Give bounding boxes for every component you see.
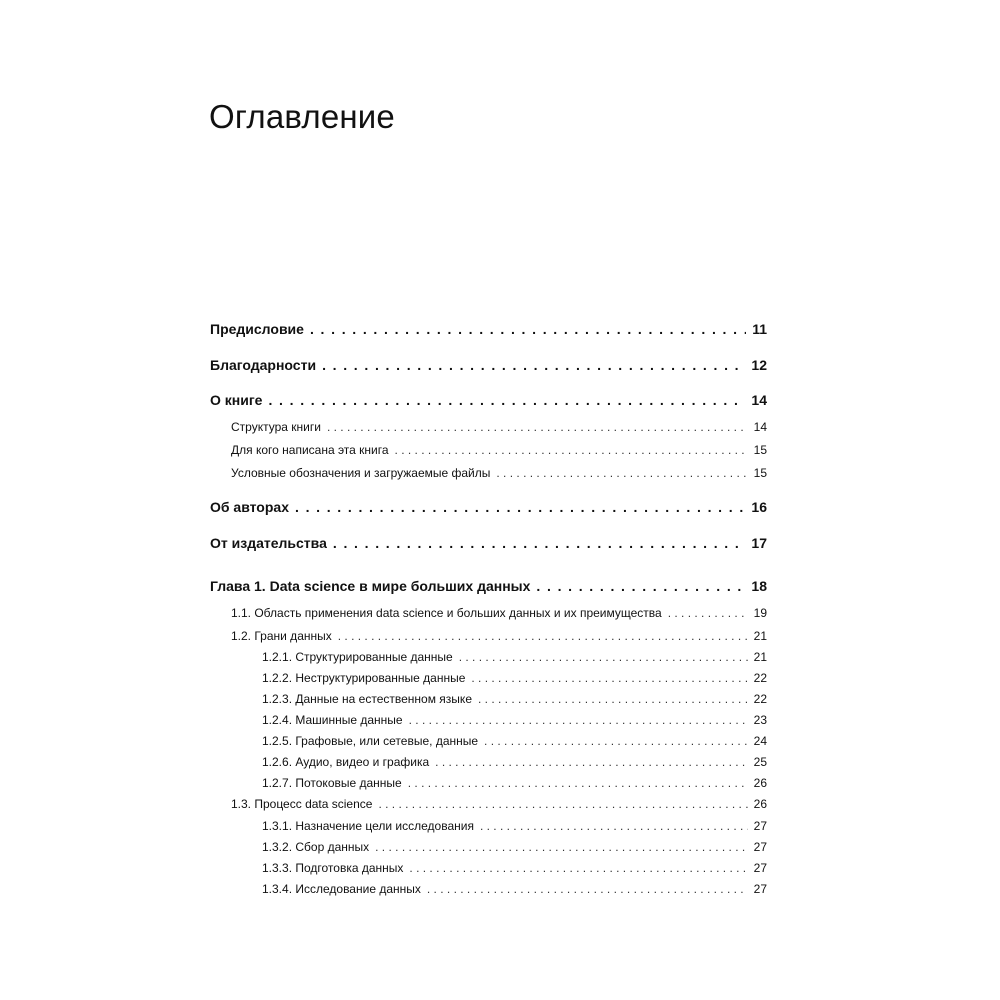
toc-leader-dots bbox=[409, 861, 747, 875]
toc-entry-title: Об авторах bbox=[210, 499, 289, 515]
toc-entry-title: 1.2.6. Аудио, видео и графика bbox=[262, 755, 430, 769]
toc-entry-ob-avtorah[interactable] bbox=[210, 499, 767, 515]
toc-leader-dots bbox=[395, 443, 748, 457]
toc-entry-1-2-4[interactable] bbox=[262, 713, 767, 727]
toc-entry-page: 17 bbox=[751, 535, 767, 551]
toc-entry-title: 1.3.1. Назначение цели исследования bbox=[262, 819, 474, 833]
toc-entry-struktura[interactable] bbox=[231, 420, 767, 434]
toc-entry-1-2-7[interactable] bbox=[262, 776, 767, 790]
toc-entry-page: 25 bbox=[753, 755, 767, 769]
toc-entry-page: 19 bbox=[753, 606, 767, 620]
toc-leader-dots bbox=[427, 882, 748, 896]
toc-entry-page: 21 bbox=[753, 650, 767, 664]
toc-entry-1-2-6[interactable] bbox=[262, 755, 767, 769]
toc-leader-dots bbox=[478, 692, 748, 706]
toc-leader-dots bbox=[375, 840, 748, 854]
toc-entry-title: От издательства bbox=[210, 535, 327, 551]
toc-entry-title: 1.3.3. Подготовка данных bbox=[262, 861, 404, 875]
toc-entry-page: 23 bbox=[753, 713, 767, 727]
toc-entry-title: 1.2.7. Потоковые данные bbox=[262, 776, 402, 790]
toc-leader-dots bbox=[435, 755, 747, 769]
toc-entry-page: 22 bbox=[753, 671, 767, 685]
toc-entry-page: 24 bbox=[753, 734, 767, 748]
toc-entry-title: 1.3. Процесс data science bbox=[231, 797, 373, 811]
toc-entry-title: 1.2.1. Структурированные данные bbox=[262, 650, 453, 664]
toc-leader-dots bbox=[408, 776, 748, 790]
toc-entry-1-2-2[interactable] bbox=[262, 671, 767, 685]
toc-entry-page: 27 bbox=[753, 882, 767, 896]
toc-leader-dots bbox=[496, 466, 747, 480]
toc-entry-blagodarnosti[interactable] bbox=[210, 357, 767, 373]
toc-entry-page: 22 bbox=[753, 692, 767, 706]
toc-leader-dots bbox=[536, 578, 745, 594]
toc-entry-title: Условные обозначения и загружаемые файлы bbox=[231, 466, 491, 480]
toc-entry-title: О книге bbox=[210, 392, 263, 408]
toc-entry-1-2-5[interactable] bbox=[262, 734, 767, 748]
toc-entry-o-knige[interactable] bbox=[210, 392, 767, 408]
toc-entry-1-3-4[interactable] bbox=[262, 882, 767, 896]
toc-entry-page: 14 bbox=[753, 420, 767, 434]
toc-entry-1-2-1[interactable] bbox=[262, 650, 767, 664]
toc-leader-dots bbox=[338, 629, 748, 643]
toc-entry-uslovnye[interactable] bbox=[231, 466, 767, 480]
toc-leader-dots bbox=[327, 420, 748, 434]
toc-entry-dlya-kogo[interactable] bbox=[231, 443, 767, 457]
toc-entry-1-2-3[interactable] bbox=[262, 692, 767, 706]
toc-leader-dots bbox=[484, 734, 748, 748]
toc-leader-dots bbox=[668, 606, 748, 620]
toc-leader-dots bbox=[378, 797, 747, 811]
toc-entry-page: 27 bbox=[753, 819, 767, 833]
toc-leader-dots bbox=[459, 650, 748, 664]
toc-entry-1-3[interactable] bbox=[231, 797, 767, 811]
toc-entry-page: 16 bbox=[751, 499, 767, 515]
toc-entry-1-3-1[interactable] bbox=[262, 819, 767, 833]
toc-entry-page: 11 bbox=[752, 321, 767, 337]
toc-entry-page: 26 bbox=[753, 797, 767, 811]
toc-entry-page: 15 bbox=[753, 466, 767, 480]
page-title: Оглавление bbox=[209, 98, 395, 135]
toc-entry-title: Предисловие bbox=[210, 321, 304, 337]
toc-leader-dots bbox=[310, 321, 746, 337]
toc-leader-dots bbox=[409, 713, 748, 727]
toc-entry-page: 15 bbox=[753, 443, 767, 457]
toc-entry-title: Глава 1. Data science в мире больших данных bbox=[210, 578, 531, 594]
toc-entry-page: 26 bbox=[753, 776, 767, 790]
toc-entry-1-3-2[interactable] bbox=[262, 840, 767, 854]
toc-leader-dots bbox=[471, 671, 747, 685]
toc-leader-dots bbox=[322, 357, 745, 373]
toc-entry-page: 18 bbox=[751, 578, 767, 594]
toc-entry-title: Структура книги bbox=[231, 420, 321, 434]
toc-entry-title: 1.2.5. Графовые, или сетевые, данные bbox=[262, 734, 479, 748]
toc-leader-dots bbox=[480, 819, 748, 833]
toc-leader-dots bbox=[333, 535, 746, 551]
toc-entry-page: 27 bbox=[753, 840, 767, 854]
toc-entry-page: 12 bbox=[751, 357, 767, 373]
toc-leader-dots bbox=[295, 499, 745, 515]
toc-entry-1-2[interactable] bbox=[231, 629, 767, 643]
toc-entry-1-3-3[interactable] bbox=[262, 861, 767, 875]
toc-entry-ot-izdatelstva[interactable] bbox=[210, 535, 767, 551]
toc-entry-title: 1.3.2. Сбор данных bbox=[262, 840, 370, 854]
toc-entry-page: 21 bbox=[753, 629, 767, 643]
toc-entry-title: 1.1. Область применения data science и больших данных и их преимущества bbox=[231, 606, 662, 620]
toc-entry-title: 1.2.2. Неструктурированные данные bbox=[262, 671, 466, 685]
toc-entry-page: 27 bbox=[753, 861, 767, 875]
toc-leader-dots bbox=[268, 392, 745, 408]
toc-entry-title: 1.3.4. Исследование данных bbox=[262, 882, 421, 896]
toc-entry-chapter-1[interactable] bbox=[210, 578, 767, 594]
toc-entry-title: Для кого написана эта книга bbox=[231, 443, 389, 457]
toc-entry-title: Благодарности bbox=[210, 357, 317, 373]
toc-entry-title: 1.2.3. Данные на естественном языке bbox=[262, 692, 472, 706]
toc-entry-predislovie[interactable] bbox=[210, 321, 767, 337]
toc-entry-1-1[interactable] bbox=[231, 606, 767, 620]
toc-entry-page: 14 bbox=[751, 392, 767, 408]
toc-entry-title: 1.2.4. Машинные данные bbox=[262, 713, 403, 727]
toc-entry-title: 1.2. Грани данных bbox=[231, 629, 332, 643]
